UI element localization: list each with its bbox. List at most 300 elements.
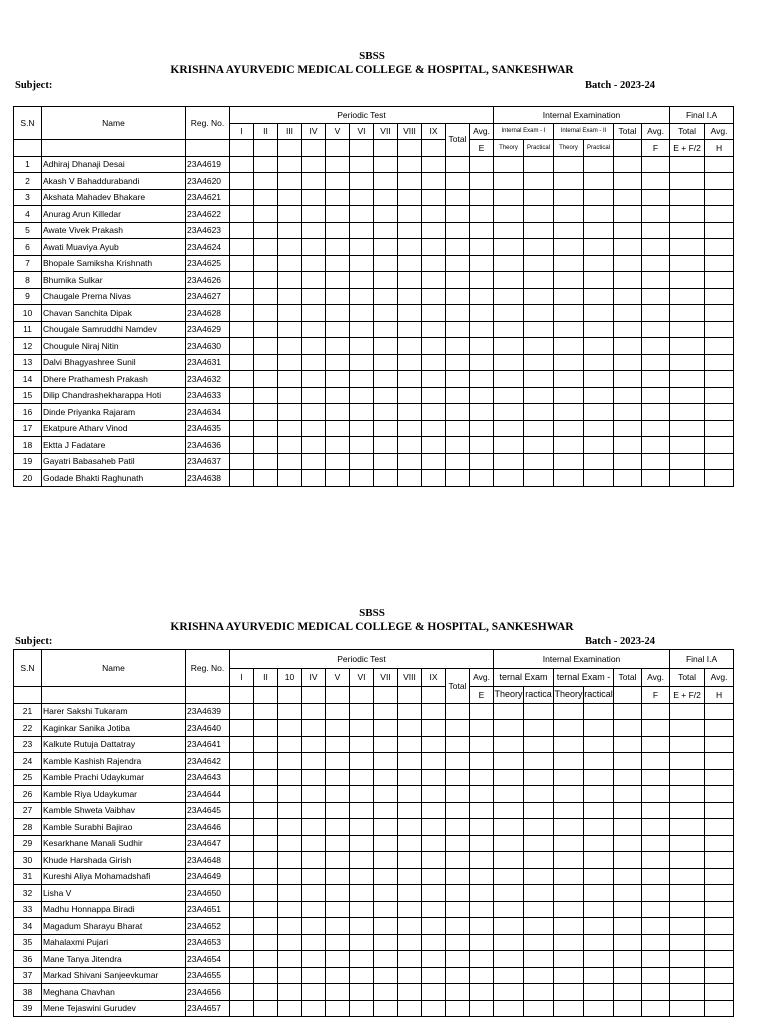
mark-cell [642, 984, 670, 1001]
mark-cell [230, 453, 254, 470]
mark-cell [302, 753, 326, 770]
mark-cell [398, 753, 422, 770]
mark-cell [670, 802, 705, 819]
mark-cell [398, 934, 422, 951]
row-sn: 30 [14, 852, 42, 869]
mark-cell [374, 404, 398, 421]
mark-cell [374, 387, 398, 404]
mark-cell [326, 703, 350, 720]
mark-cell [254, 239, 278, 256]
mark-cell [398, 321, 422, 338]
mark-cell [350, 453, 374, 470]
periodic-avg-header: Avg. [470, 123, 494, 140]
row-sn: 13 [14, 354, 42, 371]
mark-cell [398, 272, 422, 289]
mark-cell [398, 239, 422, 256]
mark-cell [470, 453, 494, 470]
periodic-col: II [254, 669, 278, 687]
mark-cell [614, 222, 642, 239]
row-sn: 10 [14, 305, 42, 322]
mark-cell [670, 437, 705, 454]
row-name: Dinde Priyanka Rajaram [42, 404, 186, 421]
mark-cell [584, 173, 614, 190]
mark-cell [470, 189, 494, 206]
mark-cell [584, 786, 614, 803]
mark-cell [705, 189, 734, 206]
mark-cell [278, 736, 302, 753]
mark-cell [350, 338, 374, 355]
mark-cell [494, 371, 524, 388]
mark-cell [705, 420, 734, 437]
final-avg-header: Avg. [705, 123, 734, 140]
mark-cell [614, 437, 642, 454]
row-sn: 6 [14, 239, 42, 256]
row-name: Lisha V [42, 885, 186, 902]
mark-cell [670, 984, 705, 1001]
mark-cell [524, 453, 554, 470]
mark-cell [374, 437, 398, 454]
subject-label: Subject: [15, 636, 53, 647]
mark-cell [670, 222, 705, 239]
sn-header: S.N [14, 107, 42, 140]
row-reg: 23A4655 [186, 967, 230, 984]
row-name: Awate Vivek Prakash [42, 222, 186, 239]
mark-cell [584, 951, 614, 968]
mark-cell [670, 901, 705, 918]
row-name: Kureshi Aliya Mohamadshafi [42, 868, 186, 885]
mark-cell [470, 967, 494, 984]
mark-cell [374, 852, 398, 869]
mark-cell [374, 703, 398, 720]
mark-cell [230, 321, 254, 338]
mark-cell [230, 720, 254, 737]
mark-cell [554, 420, 584, 437]
mark-cell [470, 272, 494, 289]
table-row [14, 835, 734, 852]
row-sn: 8 [14, 272, 42, 289]
mark-cell [350, 437, 374, 454]
row-sn: 3 [14, 189, 42, 206]
mark-cell [470, 736, 494, 753]
row-sn: 19 [14, 453, 42, 470]
row-name: Kamble Shweta Vaibhav [42, 802, 186, 819]
mark-cell [302, 802, 326, 819]
row-reg: 23A4654 [186, 951, 230, 968]
mark-cell [705, 272, 734, 289]
mark-cell [584, 736, 614, 753]
mark-cell [422, 371, 446, 388]
mark-cell [350, 736, 374, 753]
mark-cell [524, 868, 554, 885]
mark-cell [584, 753, 614, 770]
table-row [14, 305, 734, 322]
mark-cell [278, 206, 302, 223]
table-row [14, 736, 734, 753]
mark-cell [614, 239, 642, 256]
college-title: KRISHNA AYURVEDIC MEDICAL COLLEGE & HOSPITAL, SANKESHWAR [170, 621, 574, 633]
table-row [14, 753, 734, 770]
mark-cell [470, 852, 494, 869]
row-name: Mene Tejaswini Gurudev [42, 1000, 186, 1017]
mark-cell [278, 453, 302, 470]
table-row [14, 371, 734, 388]
mark-cell [254, 453, 278, 470]
mark-cell [614, 769, 642, 786]
mark-cell [494, 272, 524, 289]
mark-cell [470, 222, 494, 239]
mark-cell [278, 835, 302, 852]
mark-cell [278, 239, 302, 256]
mark-cell [524, 934, 554, 951]
ie1-header: Internal Exam - I [494, 123, 554, 140]
mark-cell [494, 918, 524, 935]
row-name: Adhiraj Dhanaji Desai [42, 156, 186, 173]
mark-cell [705, 206, 734, 223]
final-total-header: Total [670, 669, 705, 687]
mark-cell [302, 288, 326, 305]
table-row [14, 321, 734, 338]
practical-label: ractica [524, 687, 554, 704]
mark-cell [524, 371, 554, 388]
periodic-col: IX [422, 669, 446, 687]
row-sn: 29 [14, 835, 42, 852]
mark-cell [398, 437, 422, 454]
mark-cell [614, 901, 642, 918]
mark-cell [254, 437, 278, 454]
mark-cell [705, 786, 734, 803]
mark-cell [278, 967, 302, 984]
mark-cell [524, 305, 554, 322]
mark-cell [422, 321, 446, 338]
mark-cell [614, 967, 642, 984]
mark-cell [614, 272, 642, 289]
mark-cell [446, 1000, 470, 1017]
mark-cell [278, 272, 302, 289]
mark-cell [494, 470, 524, 487]
mark-cell [326, 835, 350, 852]
row-name: Dalvi Bhagyashree Sunil [42, 354, 186, 371]
mark-cell [494, 753, 524, 770]
mark-cell [554, 1000, 584, 1017]
mark-cell [422, 819, 446, 836]
mark-cell [494, 852, 524, 869]
row-name: Bhumika Sulkar [42, 272, 186, 289]
mark-cell [374, 420, 398, 437]
mark-cell [670, 852, 705, 869]
mark-cell [494, 736, 524, 753]
row-name: Gayatri Babasaheb Patil [42, 453, 186, 470]
row-name: Chavan Sanchita Dipak [42, 305, 186, 322]
mark-cell [422, 255, 446, 272]
mark-cell [642, 255, 670, 272]
mark-cell [670, 934, 705, 951]
mark-cell [446, 420, 470, 437]
mark-cell [398, 967, 422, 984]
mark-cell [230, 387, 254, 404]
mark-cell [254, 288, 278, 305]
mark-cell [398, 371, 422, 388]
mark-cell [642, 885, 670, 902]
mark-cell [374, 736, 398, 753]
mark-cell [554, 753, 584, 770]
mark-cell [350, 305, 374, 322]
mark-cell [230, 272, 254, 289]
mark-cell [670, 951, 705, 968]
mark-cell [470, 338, 494, 355]
mark-cell [494, 885, 524, 902]
mark-cell [230, 967, 254, 984]
mark-cell [524, 703, 554, 720]
mark-cell [584, 934, 614, 951]
mark-cell [398, 470, 422, 487]
mark-cell [278, 321, 302, 338]
mark-cell [278, 951, 302, 968]
mark-cell [302, 437, 326, 454]
ef2-label: E + F/2 [670, 687, 705, 704]
mark-cell [422, 786, 446, 803]
mark-cell [584, 272, 614, 289]
mark-cell [302, 173, 326, 190]
mark-cell [278, 868, 302, 885]
mark-cell [470, 901, 494, 918]
ie-total-header: Total [614, 669, 642, 687]
row-name: Khude Harshada Girish [42, 852, 186, 869]
mark-cell [302, 272, 326, 289]
mark-cell [254, 852, 278, 869]
practical-label: Practical [524, 140, 554, 157]
row-reg: 23A4651 [186, 901, 230, 918]
mark-cell [614, 189, 642, 206]
mark-cell [278, 371, 302, 388]
table-row [14, 255, 734, 272]
mark-cell [670, 371, 705, 388]
mark-cell [584, 387, 614, 404]
mark-cell [350, 173, 374, 190]
mark-cell [524, 404, 554, 421]
mark-cell [705, 753, 734, 770]
row-reg: 23A4635 [186, 420, 230, 437]
mark-cell [326, 156, 350, 173]
mark-cell [278, 802, 302, 819]
final-total-header: Total [670, 123, 705, 140]
mark-cell [494, 703, 524, 720]
mark-cell [350, 868, 374, 885]
mark-cell [705, 885, 734, 902]
mark-cell [230, 156, 254, 173]
mark-cell [584, 885, 614, 902]
ie-avg-header: Avg. [642, 669, 670, 687]
mark-cell [614, 819, 642, 836]
mark-cell [642, 404, 670, 421]
mark-cell [398, 206, 422, 223]
mark-cell [642, 819, 670, 836]
reg-header: Reg. No. [186, 650, 230, 687]
mark-cell [614, 338, 642, 355]
periodic-col: V [326, 123, 350, 140]
row-reg: 23A4621 [186, 189, 230, 206]
mark-cell [470, 835, 494, 852]
mark-cell [614, 305, 642, 322]
mark-cell [584, 769, 614, 786]
mark-cell [494, 255, 524, 272]
mark-cell [254, 885, 278, 902]
table-row [14, 901, 734, 918]
mark-cell [350, 901, 374, 918]
mark-cell [302, 453, 326, 470]
row-name: Meghana Chavhan [42, 984, 186, 1001]
row-reg: 23A4622 [186, 206, 230, 223]
mark-cell [705, 1000, 734, 1017]
mark-cell [614, 404, 642, 421]
mark-cell [230, 769, 254, 786]
mark-cell [705, 453, 734, 470]
mark-cell [254, 918, 278, 935]
mark-cell [524, 786, 554, 803]
mark-cell [254, 321, 278, 338]
mark-cell [554, 338, 584, 355]
row-sn: 21 [14, 703, 42, 720]
row-reg: 23A4628 [186, 305, 230, 322]
mark-cell [350, 984, 374, 1001]
mark-cell [230, 786, 254, 803]
mark-cell [524, 354, 554, 371]
mark-cell [254, 1000, 278, 1017]
mark-cell [374, 720, 398, 737]
mark-cell [350, 1000, 374, 1017]
mark-cell [254, 786, 278, 803]
mark-cell [494, 173, 524, 190]
mark-cell [302, 852, 326, 869]
ie1-header: ternal Exam [494, 669, 554, 687]
row-reg: 23A4636 [186, 437, 230, 454]
mark-cell [470, 387, 494, 404]
mark-cell [642, 305, 670, 322]
header-row-3 [14, 140, 734, 157]
mark-cell [398, 453, 422, 470]
row-reg: 23A4656 [186, 984, 230, 1001]
mark-cell [254, 255, 278, 272]
final-ia-header: Final I.A [670, 107, 734, 124]
mark-cell [705, 720, 734, 737]
mark-cell [524, 288, 554, 305]
mark-cell [326, 720, 350, 737]
mark-cell [614, 736, 642, 753]
mark-cell [705, 222, 734, 239]
row-name: Anurag Arun Killedar [42, 206, 186, 223]
mark-cell [446, 222, 470, 239]
mark-cell [524, 720, 554, 737]
final-ia-header: Final I.A [670, 650, 734, 669]
mark-cell [554, 173, 584, 190]
mark-cell [398, 852, 422, 869]
ef2-label: E + F/2 [670, 140, 705, 157]
mark-cell [494, 189, 524, 206]
mark-cell [642, 239, 670, 256]
row-name: Ektta J Fadatare [42, 437, 186, 454]
mark-cell [350, 206, 374, 223]
mark-cell [614, 852, 642, 869]
mark-cell [524, 338, 554, 355]
mark-cell [524, 819, 554, 836]
mark-cell [278, 189, 302, 206]
mark-cell [524, 321, 554, 338]
mark-cell [278, 437, 302, 454]
row-reg: 23A4653 [186, 934, 230, 951]
mark-cell [524, 387, 554, 404]
mark-cell [524, 753, 554, 770]
mark-cell [422, 703, 446, 720]
mark-cell [470, 1000, 494, 1017]
e-label: E [470, 140, 494, 157]
mark-cell [254, 736, 278, 753]
mark-cell [554, 918, 584, 935]
mark-cell [374, 371, 398, 388]
mark-cell [584, 321, 614, 338]
mark-cell [398, 901, 422, 918]
mark-cell [494, 239, 524, 256]
mark-cell [470, 918, 494, 935]
e-label: E [470, 687, 494, 704]
mark-cell [554, 239, 584, 256]
mark-cell [584, 901, 614, 918]
mark-cell [554, 255, 584, 272]
mark-cell [254, 371, 278, 388]
mark-cell [254, 934, 278, 951]
mark-cell [230, 173, 254, 190]
mark-cell [642, 156, 670, 173]
mark-cell [554, 272, 584, 289]
ie2-header: ternal Exam - [554, 669, 614, 687]
row-reg: 23A4632 [186, 371, 230, 388]
mark-cell [278, 918, 302, 935]
mark-cell [350, 387, 374, 404]
mark-cell [422, 951, 446, 968]
table-row [14, 802, 734, 819]
periodic-test-header: Periodic Test [230, 650, 494, 669]
row-name: Madhu Honnappa Biradi [42, 901, 186, 918]
row-reg: 23A4646 [186, 819, 230, 836]
mark-cell [398, 786, 422, 803]
mark-cell [584, 852, 614, 869]
mark-cell [554, 156, 584, 173]
mark-cell [422, 437, 446, 454]
mark-cell [326, 321, 350, 338]
row-reg: 23A4649 [186, 868, 230, 885]
mark-cell [470, 156, 494, 173]
mark-cell [614, 470, 642, 487]
mark-cell [422, 918, 446, 935]
mark-cell [642, 288, 670, 305]
mark-cell [326, 819, 350, 836]
row-sn: 18 [14, 437, 42, 454]
mark-cell [302, 984, 326, 1001]
mark-cell [642, 272, 670, 289]
ie-total-header: Total [614, 123, 642, 140]
mark-cell [524, 255, 554, 272]
row-name: Kamble Kashish Rajendra [42, 753, 186, 770]
mark-cell [302, 305, 326, 322]
mark-cell [422, 720, 446, 737]
mark-cell [326, 305, 350, 322]
row-sn: 32 [14, 885, 42, 902]
mark-cell [446, 967, 470, 984]
mark-cell [398, 720, 422, 737]
mark-cell [278, 255, 302, 272]
mark-cell [278, 819, 302, 836]
mark-cell [470, 934, 494, 951]
mark-cell [524, 272, 554, 289]
mark-cell [302, 255, 326, 272]
